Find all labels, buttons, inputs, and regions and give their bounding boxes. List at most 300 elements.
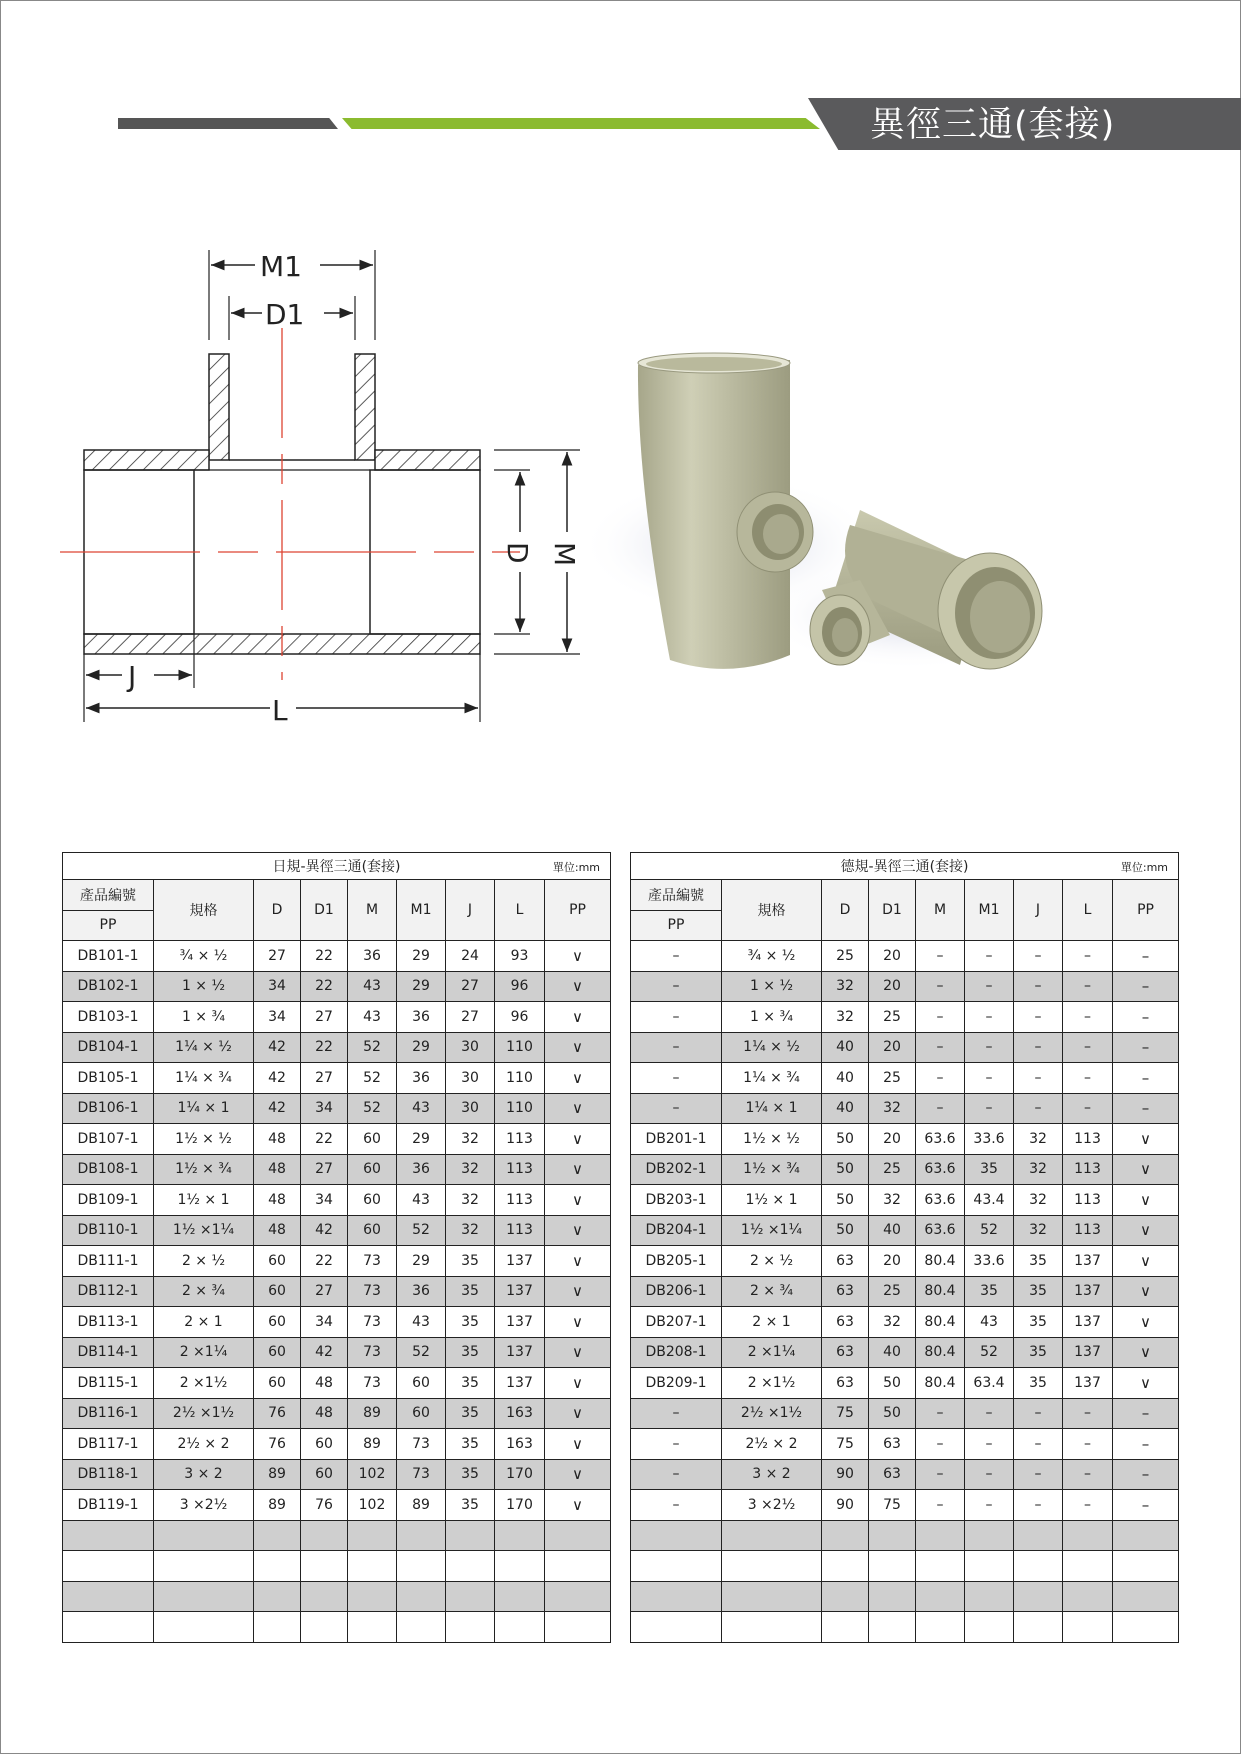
cell-m	[916, 1520, 965, 1551]
table-row	[63, 1429, 611, 1460]
cell-spec: 1½ ×1¼	[154, 1215, 254, 1246]
cell-j: 35	[1014, 1246, 1063, 1277]
cell-j: 35	[446, 1459, 495, 1490]
cell-j: 24	[446, 941, 495, 972]
cell-pp: ∨	[545, 1185, 611, 1216]
cell-l: 137	[495, 1368, 545, 1399]
cell-l: 110	[495, 1032, 545, 1063]
cell-l: –	[1063, 1093, 1113, 1124]
cell-d	[822, 1612, 869, 1643]
cell-pp: –	[1113, 1459, 1179, 1490]
cell-m	[348, 1581, 397, 1612]
cell-d: 60	[254, 1307, 301, 1338]
cell-j: 35	[446, 1307, 495, 1338]
cell-m	[916, 1581, 965, 1612]
cell-d: 90	[822, 1459, 869, 1490]
cell-code: –	[631, 1398, 722, 1429]
cell-l	[495, 1520, 545, 1551]
cell-pp: ∨	[545, 1307, 611, 1338]
cell-m: –	[916, 941, 965, 972]
cell-d1: 32	[869, 1093, 916, 1124]
cell-m: 60	[348, 1124, 397, 1155]
cell-pp: ∨	[1113, 1124, 1179, 1155]
cell-pp: ∨	[545, 1337, 611, 1368]
table-row	[63, 1612, 611, 1643]
cell-m1: 35	[965, 1154, 1014, 1185]
cell-pp	[545, 1581, 611, 1612]
table-row	[63, 1093, 611, 1124]
cell-m1	[397, 1581, 446, 1612]
cell-m: 36	[348, 941, 397, 972]
cell-d: 40	[822, 1063, 869, 1094]
cell-j: 35	[446, 1368, 495, 1399]
cell-spec: ¾ × ½	[154, 941, 254, 972]
cell-d1: 50	[869, 1368, 916, 1399]
cell-l: 137	[1063, 1276, 1113, 1307]
table-row	[631, 1429, 1179, 1460]
cell-j: 32	[1014, 1154, 1063, 1185]
cell-d: 32	[822, 1002, 869, 1033]
cell-d1: 34	[301, 1185, 348, 1216]
cell-spec	[154, 1551, 254, 1582]
cell-d: 34	[254, 1002, 301, 1033]
cell-l: –	[1063, 1032, 1113, 1063]
cell-m1	[397, 1520, 446, 1551]
cell-pp: ∨	[545, 1398, 611, 1429]
cell-spec: 2½ ×1½	[722, 1398, 822, 1429]
cell-d1: 63	[869, 1429, 916, 1460]
cell-spec: 2½ ×1½	[154, 1398, 254, 1429]
table-caption	[631, 853, 1179, 880]
cell-pp: –	[1113, 971, 1179, 1002]
cell-spec: 1½ × ½	[154, 1124, 254, 1155]
cell-j: 32	[446, 1124, 495, 1155]
cell-m: 102	[348, 1459, 397, 1490]
cell-pp	[545, 1612, 611, 1643]
cell-d: 63	[822, 1276, 869, 1307]
cell-d: 63	[822, 1246, 869, 1277]
table-row	[63, 1368, 611, 1399]
cell-pp: ∨	[1113, 1215, 1179, 1246]
cell-code	[631, 1551, 722, 1582]
cell-m1: 36	[397, 1063, 446, 1094]
header-m1: M1	[397, 880, 446, 941]
cell-d1: 20	[869, 941, 916, 972]
cell-l: 163	[495, 1398, 545, 1429]
jis-spec-table	[62, 852, 611, 1643]
cell-d1: 22	[301, 1246, 348, 1277]
cell-j: 32	[1014, 1215, 1063, 1246]
cell-l: 137	[1063, 1246, 1113, 1277]
cell-m1: –	[965, 1429, 1014, 1460]
cell-m: 52	[348, 1032, 397, 1063]
cell-m: 102	[348, 1490, 397, 1521]
cell-d: 25	[822, 941, 869, 972]
cell-code: –	[631, 1032, 722, 1063]
cell-spec: 2 × 1	[154, 1307, 254, 1338]
cell-j: 35	[446, 1490, 495, 1521]
cell-spec: 1½ ×1¼	[722, 1215, 822, 1246]
cell-m: 63.6	[916, 1185, 965, 1216]
cell-l: 170	[495, 1490, 545, 1521]
cell-d: 90	[822, 1490, 869, 1521]
table-row	[63, 1337, 611, 1368]
cell-pp	[545, 1520, 611, 1551]
cell-spec	[722, 1612, 822, 1643]
cell-spec: 1¼ × ½	[154, 1032, 254, 1063]
cell-d: 40	[822, 1032, 869, 1063]
cell-pp	[1113, 1581, 1179, 1612]
label-d: D	[501, 542, 534, 564]
cell-m	[916, 1551, 965, 1582]
header-j: J	[1014, 880, 1063, 941]
cell-l: 137	[1063, 1307, 1113, 1338]
cell-m: 80.4	[916, 1246, 965, 1277]
cell-l: 137	[495, 1337, 545, 1368]
cell-j: 27	[446, 971, 495, 1002]
cell-pp: –	[1113, 941, 1179, 972]
cell-code: DB116-1	[63, 1398, 154, 1429]
cell-l: 96	[495, 971, 545, 1002]
cell-m1: 89	[397, 1490, 446, 1521]
cell-code: DB110-1	[63, 1215, 154, 1246]
table-row	[631, 1368, 1179, 1399]
cell-pp: ∨	[545, 1429, 611, 1460]
cell-m: 63.6	[916, 1215, 965, 1246]
cell-m	[348, 1612, 397, 1643]
cell-l: –	[1063, 1459, 1113, 1490]
cell-pp: ∨	[1113, 1185, 1179, 1216]
cell-d	[254, 1551, 301, 1582]
cell-j	[446, 1612, 495, 1643]
cell-l: 113	[1063, 1124, 1113, 1155]
cell-code: DB112-1	[63, 1276, 154, 1307]
cell-spec: ¾ × ½	[722, 941, 822, 972]
cell-d1: 25	[869, 1276, 916, 1307]
cell-pp: ∨	[545, 1124, 611, 1155]
header-d1: D1	[301, 880, 348, 941]
header-m: M	[348, 880, 397, 941]
cell-m1: 29	[397, 941, 446, 972]
cell-pp: ∨	[545, 1093, 611, 1124]
cell-m: 80.4	[916, 1307, 965, 1338]
cell-pp: –	[1113, 1429, 1179, 1460]
cell-d1	[301, 1581, 348, 1612]
label-d1: D1	[265, 298, 305, 331]
cell-j: 32	[1014, 1124, 1063, 1155]
header-bar-green	[342, 118, 820, 129]
cell-j: 30	[446, 1032, 495, 1063]
cell-m1	[965, 1581, 1014, 1612]
table-row	[631, 1276, 1179, 1307]
cell-code: –	[631, 1490, 722, 1521]
cell-d: 42	[254, 1032, 301, 1063]
cell-m1: 43.4	[965, 1185, 1014, 1216]
cell-l: 137	[495, 1307, 545, 1338]
cell-j: 35	[446, 1246, 495, 1277]
cell-pp: ∨	[545, 1459, 611, 1490]
table-row	[63, 971, 611, 1002]
cell-d1: 27	[301, 1002, 348, 1033]
cell-j: –	[1014, 941, 1063, 972]
cell-l	[495, 1551, 545, 1582]
cell-spec: 1 × ½	[722, 971, 822, 1002]
cell-d: 76	[254, 1398, 301, 1429]
cell-l	[495, 1581, 545, 1612]
cell-m1: 36	[397, 1154, 446, 1185]
cell-m1: 52	[397, 1215, 446, 1246]
cell-m: 60	[348, 1154, 397, 1185]
cell-d1: 34	[301, 1093, 348, 1124]
cell-m1	[397, 1551, 446, 1582]
table-row	[63, 1551, 611, 1582]
cell-j: 30	[446, 1063, 495, 1094]
cell-pp: –	[1113, 1032, 1179, 1063]
cell-m: –	[916, 1490, 965, 1521]
cell-m1: 29	[397, 1246, 446, 1277]
cell-code	[63, 1612, 154, 1643]
cell-m: 52	[348, 1063, 397, 1094]
cell-l: 113	[1063, 1185, 1113, 1216]
cell-m	[916, 1612, 965, 1643]
cell-m: 60	[348, 1185, 397, 1216]
cell-m: 43	[348, 1002, 397, 1033]
cell-d: 60	[254, 1368, 301, 1399]
cell-pp: –	[1113, 1002, 1179, 1033]
cell-j: 35	[1014, 1307, 1063, 1338]
table-row	[63, 1215, 611, 1246]
cell-d: 60	[254, 1246, 301, 1277]
cell-code	[63, 1581, 154, 1612]
cell-code: DB205-1	[631, 1246, 722, 1277]
table-row	[63, 1063, 611, 1094]
cell-code: DB202-1	[631, 1154, 722, 1185]
cell-m1: 52	[965, 1337, 1014, 1368]
cell-d: 75	[822, 1429, 869, 1460]
cell-d1: 34	[301, 1307, 348, 1338]
header-m1: M1	[965, 880, 1014, 941]
header-m: M	[916, 880, 965, 941]
table-row	[63, 1002, 611, 1033]
cell-pp: ∨	[545, 1490, 611, 1521]
cell-j	[1014, 1581, 1063, 1612]
cell-m1	[397, 1612, 446, 1643]
header-d: D	[254, 880, 301, 941]
cell-d: 27	[254, 941, 301, 972]
cell-spec	[154, 1612, 254, 1643]
table-row	[63, 1398, 611, 1429]
cell-d: 48	[254, 1185, 301, 1216]
cell-d: 89	[254, 1490, 301, 1521]
cell-spec: 3 ×2½	[154, 1490, 254, 1521]
table-row	[631, 1246, 1179, 1277]
table-row	[631, 1093, 1179, 1124]
cell-spec	[722, 1551, 822, 1582]
cell-j: –	[1014, 1002, 1063, 1033]
cell-m1: 43	[397, 1185, 446, 1216]
cell-l: 110	[495, 1093, 545, 1124]
cell-code: DB201-1	[631, 1124, 722, 1155]
cell-spec: 1½ × ¾	[722, 1154, 822, 1185]
header-j: J	[446, 880, 495, 941]
cell-l: –	[1063, 941, 1113, 972]
cell-l: 113	[495, 1215, 545, 1246]
cell-d1: 60	[301, 1459, 348, 1490]
cell-d1: 50	[869, 1398, 916, 1429]
cell-d: 42	[254, 1063, 301, 1094]
cell-code: DB208-1	[631, 1337, 722, 1368]
cell-spec: 2 ×1¼	[722, 1337, 822, 1368]
cell-spec: 2½ × 2	[154, 1429, 254, 1460]
cell-m1	[965, 1612, 1014, 1643]
cell-m: 80.4	[916, 1337, 965, 1368]
cell-spec	[722, 1581, 822, 1612]
cell-l: 113	[1063, 1215, 1113, 1246]
cell-d1: 20	[869, 1246, 916, 1277]
cell-code: DB115-1	[63, 1368, 154, 1399]
cell-l: 137	[495, 1276, 545, 1307]
header-l: L	[495, 880, 545, 941]
header-d: D	[822, 880, 869, 941]
cell-l: 113	[495, 1185, 545, 1216]
cell-d: 50	[822, 1185, 869, 1216]
cell-j: 35	[446, 1276, 495, 1307]
table-row	[631, 1612, 1179, 1643]
cell-l: 137	[1063, 1368, 1113, 1399]
header-code: 產品編號	[63, 880, 154, 911]
cell-spec: 1¼ × ¾	[154, 1063, 254, 1094]
cell-m1: 29	[397, 971, 446, 1002]
table-title: 德規-異徑三通(套接)	[840, 859, 969, 875]
cell-m1: –	[965, 1032, 1014, 1063]
cell-l: 113	[1063, 1154, 1113, 1185]
cell-m: –	[916, 1093, 965, 1124]
table-row	[63, 1185, 611, 1216]
cell-m: 89	[348, 1429, 397, 1460]
cell-spec	[154, 1581, 254, 1612]
cell-m: –	[916, 1063, 965, 1094]
cell-pp: ∨	[545, 1246, 611, 1277]
cell-d1: 40	[869, 1337, 916, 1368]
cell-d: 48	[254, 1124, 301, 1155]
cell-spec: 1 × ½	[154, 971, 254, 1002]
cell-m1: 73	[397, 1429, 446, 1460]
header-d1: D1	[869, 880, 916, 941]
cell-l	[1063, 1581, 1113, 1612]
cell-j: 35	[446, 1337, 495, 1368]
cell-j	[446, 1551, 495, 1582]
cell-pp: ∨	[545, 1215, 611, 1246]
cell-d1	[869, 1551, 916, 1582]
header-spec: 規格	[722, 880, 822, 941]
cell-j	[446, 1520, 495, 1551]
unit-label: 單位:mm	[552, 861, 601, 874]
cell-code: –	[631, 1429, 722, 1460]
table-row	[631, 971, 1179, 1002]
cell-d: 50	[822, 1124, 869, 1155]
cell-d: 63	[822, 1337, 869, 1368]
cell-d1: 60	[301, 1429, 348, 1460]
cell-code: DB206-1	[631, 1276, 722, 1307]
cell-m1: 63.4	[965, 1368, 1014, 1399]
cell-m1: –	[965, 971, 1014, 1002]
cell-m1: 73	[397, 1459, 446, 1490]
cell-l: –	[1063, 1063, 1113, 1094]
cell-d: 42	[254, 1093, 301, 1124]
cell-d: 50	[822, 1154, 869, 1185]
cell-pp	[1113, 1520, 1179, 1551]
table-row	[63, 1459, 611, 1490]
table-row	[631, 1154, 1179, 1185]
label-l: L	[272, 694, 288, 727]
cell-m: 60	[348, 1215, 397, 1246]
cell-j: 35	[446, 1398, 495, 1429]
cell-m1: 52	[397, 1337, 446, 1368]
cell-code: DB209-1	[631, 1368, 722, 1399]
cell-m1: 36	[397, 1276, 446, 1307]
table-row	[631, 1337, 1179, 1368]
cell-d1: 75	[869, 1490, 916, 1521]
table-row	[631, 1551, 1179, 1582]
cell-m1: –	[965, 941, 1014, 972]
cell-l: 137	[495, 1246, 545, 1277]
label-m: M	[548, 542, 581, 567]
cell-d1	[869, 1581, 916, 1612]
cell-spec: 2 × ½	[722, 1246, 822, 1277]
product-photo	[590, 335, 1130, 695]
cell-pp: ∨	[545, 1002, 611, 1033]
unit-label: 單位:mm	[1120, 861, 1169, 874]
cell-d1: 27	[301, 1063, 348, 1094]
cell-m1: 52	[965, 1215, 1014, 1246]
table-caption	[63, 853, 611, 880]
cell-d: 32	[822, 971, 869, 1002]
cell-spec: 1¼ × 1	[722, 1093, 822, 1124]
cell-spec: 2 × ¾	[722, 1276, 822, 1307]
cell-l	[495, 1612, 545, 1643]
table-row	[631, 941, 1179, 972]
cell-d: 63	[822, 1368, 869, 1399]
cell-d1: 25	[869, 1002, 916, 1033]
cell-d: 48	[254, 1215, 301, 1246]
cell-d1: 25	[869, 1063, 916, 1094]
table-row	[63, 1490, 611, 1521]
cell-j: 35	[446, 1429, 495, 1460]
cell-pp: ∨	[545, 1032, 611, 1063]
cell-j: 35	[1014, 1368, 1063, 1399]
cell-l: –	[1063, 1002, 1113, 1033]
table-row	[631, 1002, 1179, 1033]
cell-code: –	[631, 1002, 722, 1033]
cell-pp: ∨	[545, 971, 611, 1002]
cell-code: –	[631, 1093, 722, 1124]
cell-d	[822, 1551, 869, 1582]
cell-code: DB117-1	[63, 1429, 154, 1460]
cell-d1: 27	[301, 1154, 348, 1185]
header-pp: PP	[545, 880, 611, 941]
cell-d1: 63	[869, 1459, 916, 1490]
cell-m: –	[916, 1002, 965, 1033]
cell-d	[254, 1581, 301, 1612]
cell-l	[1063, 1520, 1113, 1551]
cell-d1	[301, 1520, 348, 1551]
cell-m: –	[916, 1459, 965, 1490]
cell-code	[63, 1551, 154, 1582]
cell-m: 80.4	[916, 1368, 965, 1399]
cell-spec: 1½ × ½	[722, 1124, 822, 1155]
cell-m1: –	[965, 1490, 1014, 1521]
cell-pp: ∨	[545, 1154, 611, 1185]
